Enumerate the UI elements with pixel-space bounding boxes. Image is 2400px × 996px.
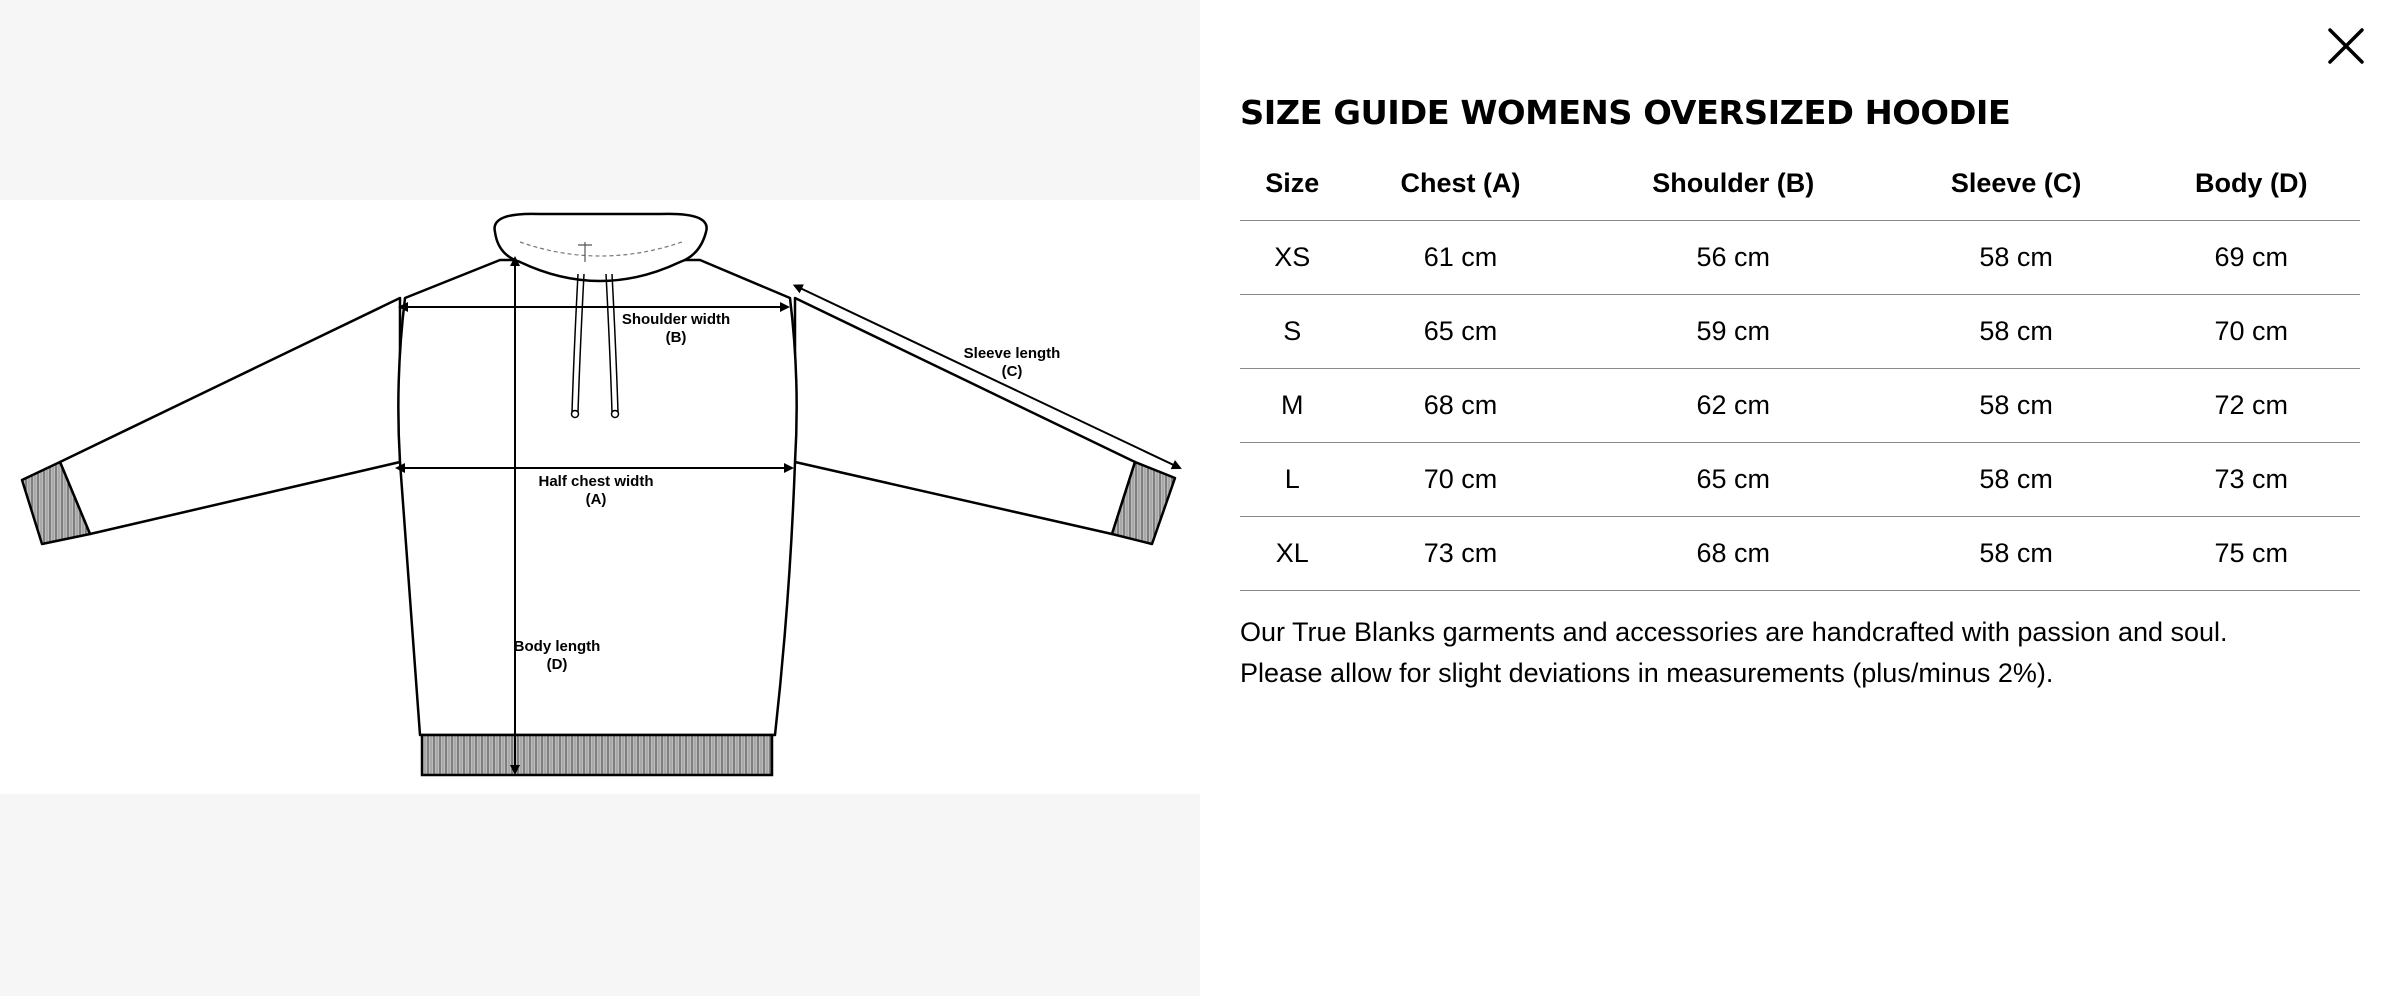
header-chest: Chest (A) bbox=[1400, 167, 1521, 198]
shoulder-label: Shoulder width bbox=[621, 311, 731, 328]
cell-chest: 68 cm bbox=[1345, 369, 1577, 443]
header-shoulder: Shoulder (B) bbox=[1652, 167, 1815, 198]
cell-sleeve: 58 cm bbox=[1890, 369, 2143, 443]
body-length-label: Body length bbox=[513, 638, 601, 655]
measurement-note bbox=[1240, 612, 2360, 694]
close-button[interactable] bbox=[2322, 22, 2370, 70]
cell-chest: 73 cm bbox=[1345, 517, 1577, 591]
cell-shoulder: 62 cm bbox=[1577, 369, 1890, 443]
cell-sleeve: 58 cm bbox=[1890, 517, 2143, 591]
cell-sleeve: 58 cm bbox=[1890, 443, 2143, 517]
page-title: SIZE GUIDE WOMENS OVERSIZED HOODIE bbox=[1240, 93, 2011, 132]
cell-chest: 70 cm bbox=[1345, 443, 1577, 517]
table-row bbox=[1240, 221, 2360, 295]
header-sleeve: Sleeve (C) bbox=[1950, 167, 2082, 198]
cell-body: 75 cm bbox=[2142, 517, 2360, 591]
cell-size: M bbox=[1240, 369, 1345, 443]
table-row bbox=[1240, 295, 2360, 369]
body-length-code: (D) bbox=[546, 656, 568, 673]
table-header-row bbox=[1240, 146, 2360, 221]
sleeve-label: Sleeve length bbox=[963, 345, 1061, 362]
size-table bbox=[1240, 146, 2360, 591]
cell-shoulder: 59 cm bbox=[1577, 295, 1890, 369]
right-sleeve bbox=[795, 298, 1135, 534]
header-size: Size bbox=[1265, 167, 1320, 198]
cell-size: XS bbox=[1240, 221, 1345, 295]
table-row bbox=[1240, 517, 2360, 591]
shoulder-code: (B) bbox=[665, 329, 687, 346]
hoodie-diagram bbox=[0, 200, 1200, 794]
size-guide-panel bbox=[1200, 0, 2400, 996]
cell-body: 69 cm bbox=[2142, 221, 2360, 295]
cell-body: 73 cm bbox=[2142, 443, 2360, 517]
cell-shoulder: 56 cm bbox=[1577, 221, 1890, 295]
note-line-1: Our True Blanks garments and accessories are handcrafted with passion and soul. bbox=[1240, 617, 2228, 647]
table-row bbox=[1240, 443, 2360, 517]
cell-size: L bbox=[1240, 443, 1345, 517]
cell-chest: 65 cm bbox=[1345, 295, 1577, 369]
chest-code: (A) bbox=[585, 491, 607, 508]
close-icon bbox=[2326, 26, 2366, 66]
cell-size: XL bbox=[1240, 517, 1345, 591]
hem-band bbox=[422, 735, 772, 775]
cell-sleeve: 58 cm bbox=[1890, 295, 2143, 369]
left-sleeve bbox=[60, 298, 400, 534]
cell-chest: 61 cm bbox=[1345, 221, 1577, 295]
sleeve-code: (C) bbox=[1001, 363, 1023, 380]
cell-size: S bbox=[1240, 295, 1345, 369]
table-row bbox=[1240, 369, 2360, 443]
hoodie-illustration bbox=[0, 200, 1200, 794]
note-line-2: Please allow for slight deviations in measurements (plus/minus 2%). bbox=[1240, 658, 2054, 688]
header-body: Body (D) bbox=[2194, 167, 2308, 198]
cell-body: 70 cm bbox=[2142, 295, 2360, 369]
cell-body: 72 cm bbox=[2142, 369, 2360, 443]
cell-shoulder: 68 cm bbox=[1577, 517, 1890, 591]
cell-shoulder: 65 cm bbox=[1577, 443, 1890, 517]
chest-label: Half chest width bbox=[538, 473, 654, 490]
cell-sleeve: 58 cm bbox=[1890, 221, 2143, 295]
